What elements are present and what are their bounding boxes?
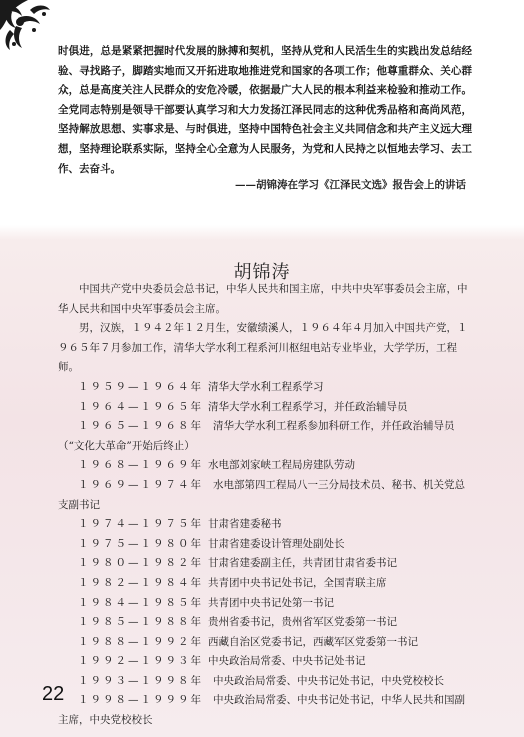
timeline-period: １９６８—１９６９年 — [78, 459, 203, 472]
timeline-entry — [58, 594, 472, 614]
top-paragraph: 时俱进，总是紧紧把握时代发展的脉搏和契机，坚持从党和人民活生生的实践出发总结经验、寻找路子，脚踏实地而又开拓进取地推进党和国家的各项工作；他尊重群众、关心群众，总是高度关注人民群众的安危冷暖，依据最广大人民的根本利益来检验和推动工作。全党同志特别是领导干部要认真学习和大力发扬江泽民同志的这种优秀品格和高尚风范，坚持解放思想、实事求是、与时俱进，坚持中国特色社会主义共同信念和共产主义远大理想，坚持理论联系实际，坚持全心全意为人民服务，为党和人民持之以恒地去学习、去工作、去奋斗。 — [58, 45, 472, 175]
quote-source: ——胡锦涛在学习《江泽民文选》报告会上的讲话 — [235, 179, 466, 191]
timeline-desc: 共青团中央书记处书记，全国青联主席 — [208, 576, 387, 589]
timeline-entry — [58, 456, 472, 476]
timeline-period: １９８２—１９８４年 — [78, 576, 203, 589]
timeline-period: １９８０—１９８２年 — [78, 557, 203, 570]
timeline-entry — [58, 574, 472, 594]
timeline-desc: 中央政治局常委、中央书记处书记 — [208, 655, 366, 668]
timeline-desc: 中央政治局常委、中央书记处书记，中央党校校长 — [213, 674, 444, 687]
timeline-entry — [58, 554, 472, 574]
timeline-desc: 水电部第四工程局八一三分局技术员、秘书、机关党总支副书记 — [58, 478, 465, 511]
timeline-entry — [58, 652, 472, 672]
timeline-period: １９７５—１９８０年 — [78, 537, 203, 550]
page-number: 22 — [42, 683, 65, 705]
timeline-period: １９５９—１９６４年 — [78, 380, 203, 393]
timeline-entry — [58, 613, 472, 633]
floral-corner-ornament-icon — [0, 0, 62, 62]
timeline-desc: 西藏自治区党委书记，西藏军区党委第一书记 — [208, 635, 418, 648]
timeline-entry — [58, 633, 472, 653]
timeline-period: １９９２—１９９３年 — [78, 655, 203, 668]
timeline-desc: 清华大学水利工程系学习，并任政治辅导员 — [208, 400, 408, 413]
timeline-entry — [58, 535, 472, 555]
timeline-entry — [58, 672, 472, 692]
timeline-period: １９８８—１９９２年 — [78, 635, 203, 648]
timeline-desc: 甘肃省建委设计管理处副处长 — [208, 537, 345, 550]
timeline-period: １９９３—１９９８年 — [78, 674, 203, 687]
timeline-entry — [58, 378, 472, 398]
biography — [58, 280, 472, 731]
timeline-period: １９６５—１９６８年 — [78, 420, 203, 433]
timeline-period: １９６４—１９６５年 — [78, 400, 203, 413]
timeline-entry — [58, 417, 472, 456]
timeline-desc: 甘肃省建委副主任，共青团甘肃省委书记 — [208, 557, 397, 570]
timeline-period: １９８５—１９８８年 — [78, 616, 203, 629]
bio-personal: 男，汉族，１９４２年１２月生，安徽绩溪人，１９６４年４月加入中国共产党，１９６５年７月参加工作，清华大学水利工程系河川枢纽电站专业毕业，大学学历，工程师。 — [58, 322, 468, 374]
timeline-desc: 贵州省委书记，贵州省军区党委第一书记 — [208, 616, 397, 629]
bio-title: 胡锦涛 — [233, 262, 291, 283]
timeline-entry — [58, 515, 472, 535]
timeline-desc: 清华大学水利工程系学习 — [208, 380, 324, 393]
timeline-desc: 共青团中央书记处第一书记 — [208, 596, 334, 609]
timeline-desc: 水电部刘家峡工程局房建队劳动 — [208, 459, 355, 472]
timeline-entry — [58, 691, 472, 730]
timeline-desc: 甘肃省建委秘书 — [208, 518, 282, 531]
timeline-period: １９７４—１９７５年 — [78, 518, 203, 531]
timeline-desc: 清华大学水利工程系参加科研工作，并任政治辅导员（“文化大革命”开始后终止） — [58, 420, 455, 452]
timeline-period: １９６９—１９７４年 — [78, 478, 203, 491]
timeline-desc: 中央政治局常委、中央书记处书记，中华人民共和国副主席，中央党校校长 — [58, 694, 465, 727]
timeline-entry — [58, 476, 472, 515]
bio-intro: 中国共产党中央委员会总书记，中华人民共和国主席，中共中央军事委员会主席，中华人民共和国中央军事委员会主席。 — [58, 283, 468, 315]
timeline-period: １９９８—１９９９年 — [78, 694, 203, 707]
timeline-period: １９８４—１９８５年 — [78, 596, 203, 609]
timeline-entry — [58, 398, 472, 418]
